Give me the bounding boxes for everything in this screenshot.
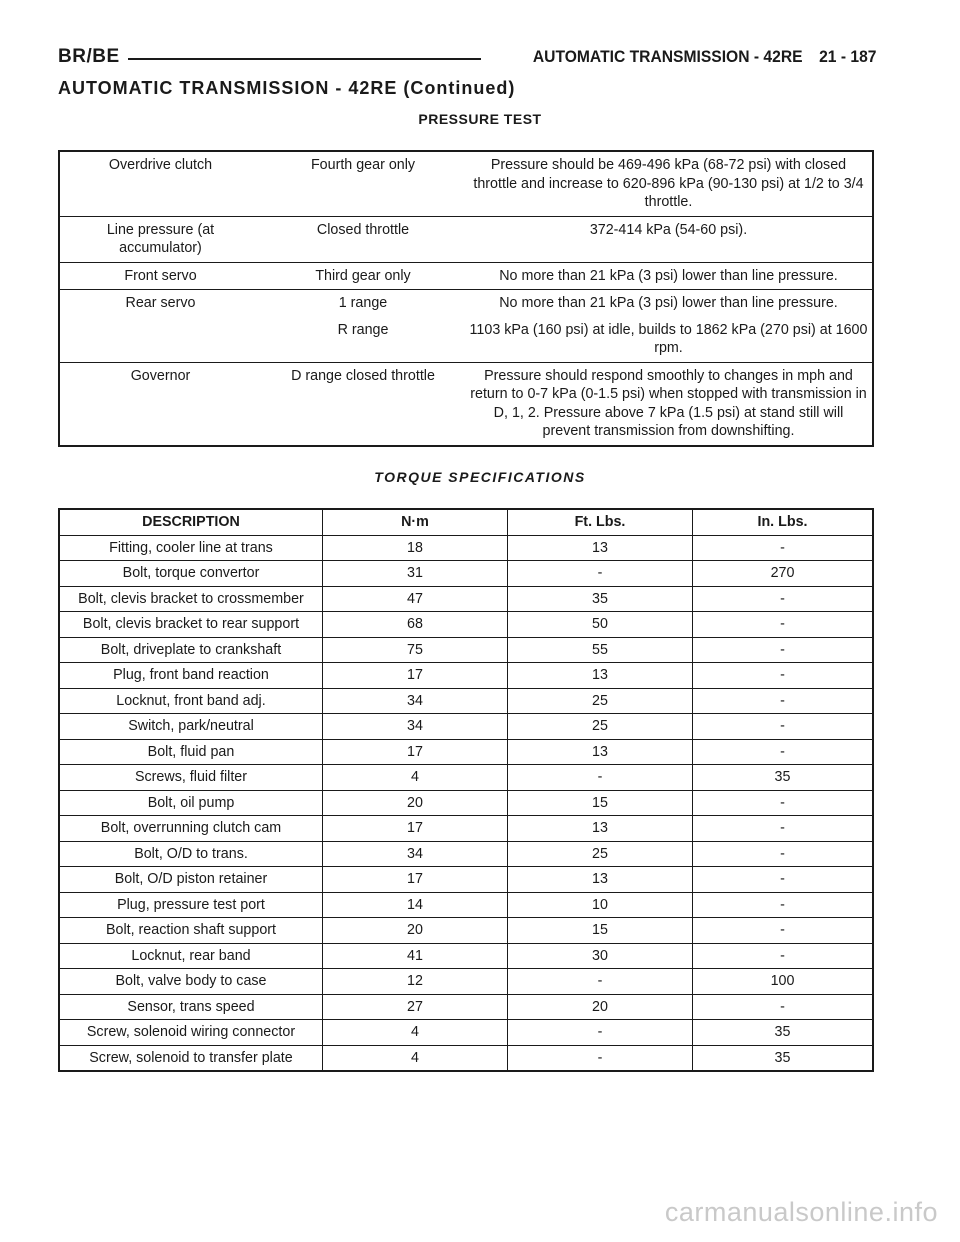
ts-description: Bolt, valve body to case — [59, 969, 323, 995]
ts-description: Bolt, clevis bracket to rear support — [59, 612, 323, 638]
ts-description: Bolt, oil pump — [59, 790, 323, 816]
ts-description: Screw, solenoid to transfer plate — [59, 1045, 323, 1071]
torque-specs-table — [58, 508, 874, 1072]
ts-description: Screws, fluid filter — [59, 765, 323, 791]
page-number: 21 - 187 — [818, 47, 876, 66]
ts-description: Bolt, fluid pan — [59, 739, 323, 765]
ts-inlbs: - — [693, 816, 874, 842]
section-title: AUTOMATIC TRANSMISSION - 42RE (Continued) — [58, 78, 516, 98]
ts-description: Locknut, rear band — [59, 943, 323, 969]
ts-ftlbs: 15 — [508, 790, 693, 816]
ts-description: Screw, solenoid wiring connector — [59, 1020, 323, 1046]
ts-nm: 17 — [323, 816, 508, 842]
ts-description: Fitting, cooler line at trans — [59, 535, 323, 561]
ts-ftlbs: - — [508, 765, 693, 791]
ts-ftlbs: - — [508, 561, 693, 587]
ts-nm: 68 — [323, 612, 508, 638]
ts-ftlbs: 25 — [508, 688, 693, 714]
ts-nm: 20 — [323, 918, 508, 944]
pt-condition: R range — [261, 317, 465, 363]
pt-condition: 1 range — [261, 290, 465, 317]
ts-inlbs: - — [693, 841, 874, 867]
ts-inlbs: - — [693, 637, 874, 663]
column-header: In. Lbs. — [693, 509, 874, 535]
table-row — [59, 969, 873, 995]
ts-ftlbs: - — [508, 969, 693, 995]
ts-ftlbs: 55 — [508, 637, 693, 663]
ts-nm: 12 — [323, 969, 508, 995]
ts-description: Locknut, front band adj. — [59, 688, 323, 714]
ts-inlbs: - — [693, 739, 874, 765]
table-row — [59, 637, 873, 663]
ts-ftlbs: - — [508, 1020, 693, 1046]
table-row — [59, 1045, 873, 1071]
ts-inlbs: 100 — [693, 969, 874, 995]
column-header: DESCRIPTION — [59, 509, 323, 535]
table-row — [59, 918, 873, 944]
pt-condition: Fourth gear only — [261, 151, 465, 216]
pt-spec: Pressure should respond smoothly to changes in mph and return to 0-7 kPa (0-1.5 psi) when stopped with transmission in D, 1, 2. Pressure above 7 kPa (1.5 psi) at stand still will prevent transmission from downshifting. — [465, 362, 873, 446]
table-row — [59, 790, 873, 816]
ts-inlbs: 35 — [693, 765, 874, 791]
ts-description: Plug, pressure test port — [59, 892, 323, 918]
ts-inlbs: - — [693, 663, 874, 689]
torque-specs-body — [59, 535, 873, 1071]
ts-inlbs: - — [693, 867, 874, 893]
ts-description: Bolt, torque convertor — [59, 561, 323, 587]
ts-ftlbs: 13 — [508, 663, 693, 689]
table-row — [59, 739, 873, 765]
ts-nm: 4 — [323, 1045, 508, 1071]
ts-nm: 31 — [323, 561, 508, 587]
table-row — [59, 841, 873, 867]
ts-inlbs: - — [693, 586, 874, 612]
ts-inlbs: - — [693, 714, 874, 740]
table-row — [59, 151, 873, 216]
ts-ftlbs: 13 — [508, 816, 693, 842]
table-row — [59, 216, 873, 262]
ts-ftlbs: 20 — [508, 994, 693, 1020]
ts-inlbs: - — [693, 688, 874, 714]
ts-inlbs: - — [693, 994, 874, 1020]
header-rule — [128, 58, 481, 60]
ts-nm: 17 — [323, 739, 508, 765]
ts-ftlbs: 25 — [508, 841, 693, 867]
ts-nm: 4 — [323, 765, 508, 791]
ts-ftlbs: 13 — [508, 535, 693, 561]
ts-inlbs: - — [693, 612, 874, 638]
ts-description: Bolt, reaction shaft support — [59, 918, 323, 944]
pt-condition: Third gear only — [261, 262, 465, 290]
ts-inlbs: - — [693, 918, 874, 944]
page-header — [58, 46, 876, 74]
pt-condition: D range closed throttle — [261, 362, 465, 446]
ts-ftlbs: 15 — [508, 918, 693, 944]
header-right — [516, 47, 876, 67]
pt-item: Governor — [59, 362, 261, 446]
pt-item: Rear servo — [59, 290, 261, 363]
ts-inlbs: - — [693, 790, 874, 816]
ts-inlbs: 270 — [693, 561, 874, 587]
torque-specs-title: TORQUE SPECIFICATIONS — [374, 469, 586, 485]
table-row — [59, 892, 873, 918]
ts-ftlbs: 13 — [508, 739, 693, 765]
ts-nm: 20 — [323, 790, 508, 816]
header-title: AUTOMATIC TRANSMISSION - 42RE — [532, 47, 803, 66]
table-row — [59, 765, 873, 791]
pt-spec: No more than 21 kPa (3 psi) lower than line pressure. — [465, 262, 873, 290]
ts-ftlbs: 35 — [508, 586, 693, 612]
pressure-test-title: PRESSURE TEST — [418, 111, 542, 127]
ts-description: Bolt, O/D piston retainer — [59, 867, 323, 893]
table-row — [59, 1020, 873, 1046]
table-row — [59, 586, 873, 612]
ts-description: Switch, park/neutral — [59, 714, 323, 740]
pt-item: Overdrive clutch — [59, 151, 261, 216]
pt-item: Line pressure (at accumulator) — [59, 216, 261, 262]
table-row — [59, 994, 873, 1020]
ts-nm: 4 — [323, 1020, 508, 1046]
table-row — [59, 561, 873, 587]
ts-inlbs: - — [693, 943, 874, 969]
pt-condition: Closed throttle — [261, 216, 465, 262]
table-row — [59, 612, 873, 638]
ts-nm: 75 — [323, 637, 508, 663]
table-row — [59, 262, 873, 290]
ts-ftlbs: 25 — [508, 714, 693, 740]
ts-nm: 18 — [323, 535, 508, 561]
pt-spec: 1103 kPa (160 psi) at idle, builds to 1862 kPa (270 psi) at 1600 rpm. — [465, 317, 873, 363]
ts-description: Bolt, driveplate to crankshaft — [59, 637, 323, 663]
ts-nm: 14 — [323, 892, 508, 918]
table-row — [59, 867, 873, 893]
ts-inlbs: 35 — [693, 1045, 874, 1071]
ts-description: Bolt, clevis bracket to crossmember — [59, 586, 323, 612]
table-row — [59, 290, 873, 317]
table-row — [59, 362, 873, 446]
ts-description: Sensor, trans speed — [59, 994, 323, 1020]
column-header: Ft. Lbs. — [508, 509, 693, 535]
ts-nm: 34 — [323, 714, 508, 740]
table-row — [59, 714, 873, 740]
ts-ftlbs: 50 — [508, 612, 693, 638]
table-row — [59, 816, 873, 842]
ts-ftlbs: 13 — [508, 867, 693, 893]
ts-description: Bolt, overrunning clutch cam — [59, 816, 323, 842]
table-row — [59, 943, 873, 969]
ts-nm: 34 — [323, 841, 508, 867]
ts-description: Plug, front band reaction — [59, 663, 323, 689]
pt-spec: Pressure should be 469-496 kPa (68-72 psi) with closed throttle and increase to 620-896 kPa (90-130 psi) at 1/2 to 3/4 throttle. — [465, 151, 873, 216]
ts-nm: 47 — [323, 586, 508, 612]
table-header-row — [59, 509, 873, 535]
ts-inlbs: - — [693, 535, 874, 561]
header-vehicle-code: BR/BE — [58, 46, 120, 67]
pt-spec: No more than 21 kPa (3 psi) lower than line pressure. — [465, 290, 873, 317]
ts-nm: 17 — [323, 663, 508, 689]
column-header: N·m — [323, 509, 508, 535]
pt-spec: 372-414 kPa (54-60 psi). — [465, 216, 873, 262]
table-row — [59, 535, 873, 561]
ts-ftlbs: 10 — [508, 892, 693, 918]
ts-inlbs: 35 — [693, 1020, 874, 1046]
pressure-test-table — [58, 150, 874, 447]
ts-nm: 34 — [323, 688, 508, 714]
ts-ftlbs: 30 — [508, 943, 693, 969]
ts-description: Bolt, O/D to trans. — [59, 841, 323, 867]
pt-item: Front servo — [59, 262, 261, 290]
table-row — [59, 688, 873, 714]
ts-ftlbs: - — [508, 1045, 693, 1071]
table-row — [59, 663, 873, 689]
watermark: carmanualsonline.info — [664, 1197, 938, 1227]
ts-nm: 27 — [323, 994, 508, 1020]
ts-nm: 17 — [323, 867, 508, 893]
ts-inlbs: - — [693, 892, 874, 918]
ts-nm: 41 — [323, 943, 508, 969]
